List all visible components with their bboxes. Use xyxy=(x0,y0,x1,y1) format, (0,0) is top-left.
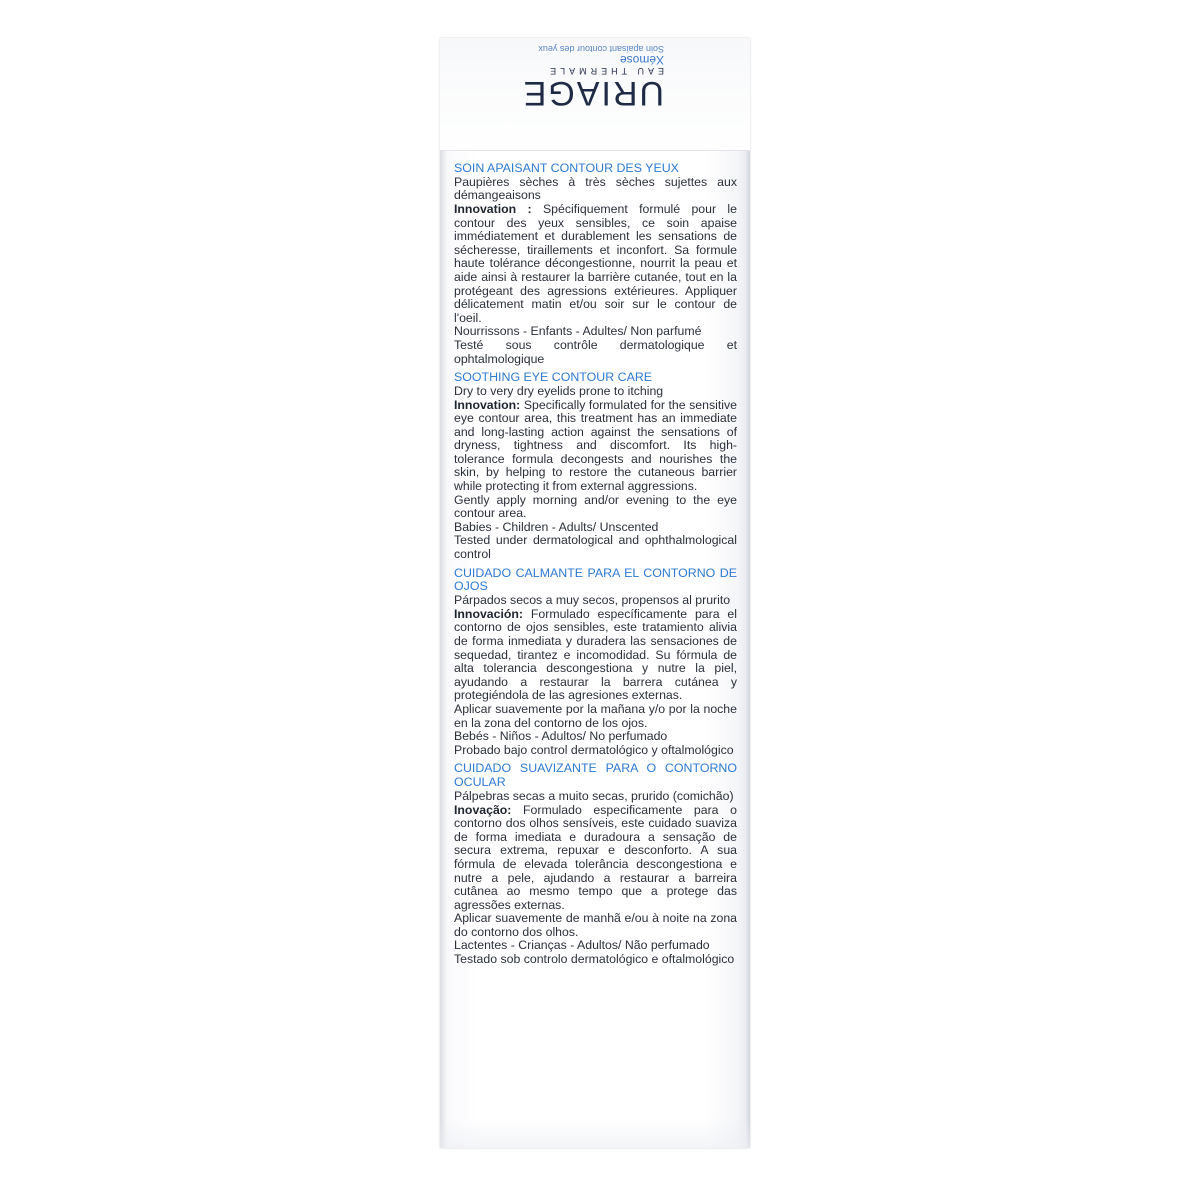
apply-text: Aplicar suavemente de manhã e/ou à noite na zona do contorno dos olhos. xyxy=(454,911,737,939)
section-spanish xyxy=(454,567,737,758)
audience-text: Lactentes - Crianças - Adultos/ Não perfumado xyxy=(454,938,710,953)
section-french xyxy=(454,162,737,366)
section-subtitle: Párpados secos a muy secos, propensos al prurito xyxy=(454,593,731,608)
innovation-paragraph xyxy=(454,203,737,325)
brand-logo-block xyxy=(470,40,700,110)
audience-text: Babies - Children - Adults/ Unscented xyxy=(454,519,659,534)
section-title: CUIDADO CALMANTE PARA EL CONTORNO DE OJOS xyxy=(454,565,737,594)
product-small-label: Soin apaisant contour des yeux xyxy=(538,44,664,54)
section-portuguese xyxy=(454,762,737,966)
section-subtitle: Paupières sèches à très sèches sujettes aux démangeaisons xyxy=(454,174,737,203)
audience-text: Nourrissons - Enfants - Adultes/ Non parfumé xyxy=(454,324,702,339)
tested-text: Tested under dermatological and ophthalmological control xyxy=(454,533,737,562)
tested-text: Testado sob controlo dermatológico e oftalmológico xyxy=(454,952,735,967)
innovation-paragraph xyxy=(454,804,737,913)
brand-subtitle: EAU THERMALE xyxy=(546,66,664,76)
innovation-text: Spécifiquement formulé pour le contour des yeux sensibles, ce soin apaise immédiatement et durablement les sensations de sécheresse, tiraillements et inconfort. Sa formule haute tolérance décongestionne, nourrit la peau et aide ainsi à restaurer la barrière cutanée, tout en la protégeant des agressions extérieures. Appliquer délicatement matin et/ou soir sur le contour de l'oeil. xyxy=(454,201,737,325)
innovation-paragraph xyxy=(454,399,737,494)
apply-text: Aplicar suavemente por la mañana y/o por la noche en la zona del contorno de los ojos. xyxy=(454,701,737,730)
innovation-label: Innovación: xyxy=(454,606,524,621)
brand-name: URIAGE xyxy=(521,74,664,112)
product-line-name: Xémose xyxy=(619,53,664,67)
tested-text: Testé sous contrôle dermatologique et ophtalmologique xyxy=(454,337,737,366)
innovation-text: Formulado especificamente para o contorno dos olhos sensíveis, este cuidado suaviza de forma imediata e duradoura a sensação de secura extrema, repuxar e desconforto. A sua fórmula de elevada tolerância descongestiona e nutre a pele, ajudando a restaurar a barreira cutânea ao mesmo tempo que a protege das agressões externas. xyxy=(454,802,737,912)
innovation-text: Formulado específicamente para el contorno de ojos sensibles, este tratamiento alivia de forma inmediata y duradera las sensaciones de sequedad, tirantez e incomodidad. Su fórmula de alta tolerancia descongestiona y nutre la piel, ayudando a restaurar la barrera cutánea y protegiéndola de las agresiones externas. xyxy=(454,606,737,703)
innovation-label: Innovation: xyxy=(454,397,521,412)
box-left-edge xyxy=(440,38,446,1148)
innovation-text: Specifically formulated for the sensitive eye contour area, this treatment has an immediate and long-lasting action against the sensations of dryness, tightness and discomfort. Its high-tolerance formula decongests and nourishes the skin, by helping to restore the cutaneous barrier while protecting it from external aggressions. xyxy=(454,397,738,494)
section-subtitle: Dry to very dry eyelids prone to itching xyxy=(454,383,664,398)
innovation-label: Innovation : xyxy=(454,201,532,216)
section-title: SOIN APAISANT CONTOUR DES YEUX xyxy=(454,161,679,175)
section-title: SOOTHING EYE CONTOUR CARE xyxy=(454,370,653,385)
section-english xyxy=(454,371,737,562)
section-title: CUIDADO SUAVIZANTE PARA O CONTORNO OCULAR xyxy=(454,761,737,790)
innovation-label: Inovação: xyxy=(454,802,512,817)
apply-text: Gently apply morning and/or evening to the eye contour area. xyxy=(454,492,737,521)
section-subtitle: Pálpebras secas a muito secas, prurido (comichão) xyxy=(454,788,734,803)
innovation-paragraph xyxy=(454,608,737,703)
audience-text: Bebés - Niños - Adultos/ No perfumado xyxy=(454,729,668,744)
box-right-edge xyxy=(745,38,750,1148)
box-bottom-shade xyxy=(440,1118,750,1148)
tested-text: Probado bajo control dermatológico y oftalmológico xyxy=(454,742,734,757)
label-text-column xyxy=(454,162,737,967)
